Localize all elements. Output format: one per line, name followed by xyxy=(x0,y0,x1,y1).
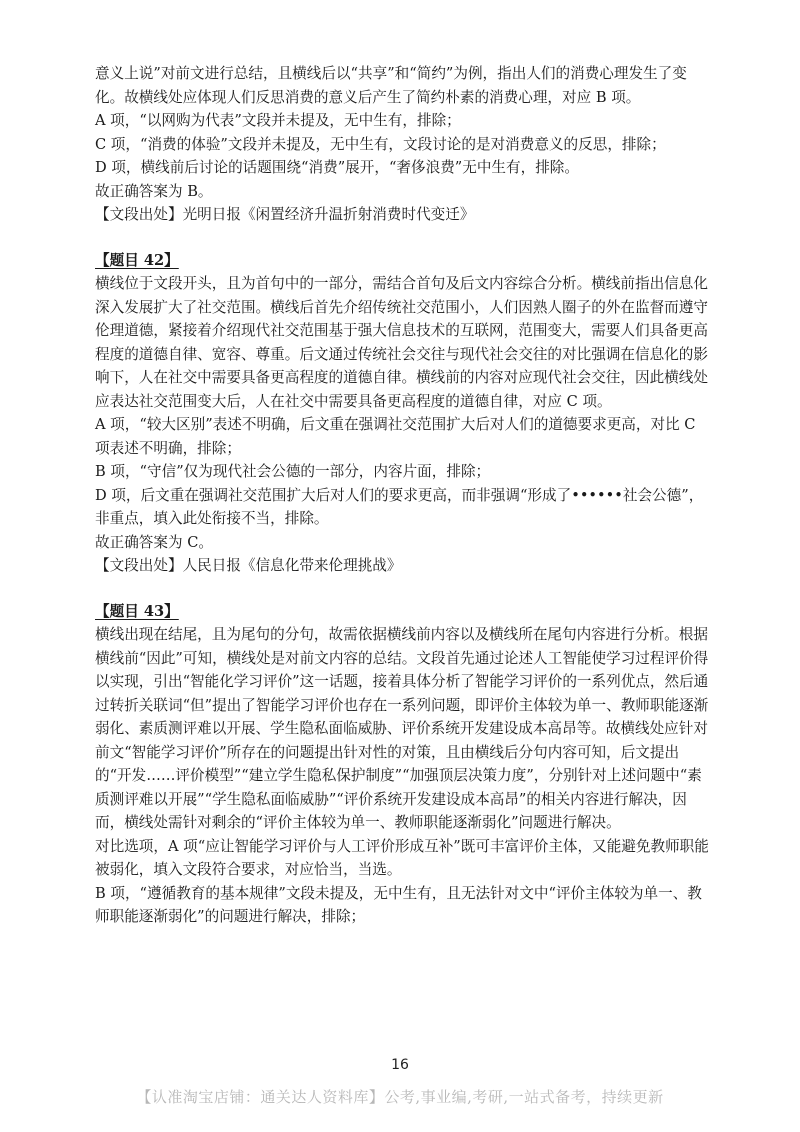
paragraph: B 项，“遵循教育的基本规律”文段未提及，无中生有，且无法针对文中“评价主体较为单一、教师职能逐渐弱化”的问题进行解决，排除； xyxy=(95,884,702,925)
paragraph: 意义上说”对前文进行总结，且横线后以“共享”和“简约”为例，指出人们的消费心理发生了变化。故横线处应体现人们反思消费的意义后产生了简约朴素的消费心理，对应 B 项。 xyxy=(95,65,687,106)
section-question-43 xyxy=(95,600,713,929)
paragraph: 故正确答案为 B。 xyxy=(95,182,213,200)
watermark-footer: 【认准淘宝店铺：通关达人资料库】公考,事业编,考研,一站式备考，持续更新 xyxy=(136,1088,664,1106)
question-heading: 【题目 43】 xyxy=(95,602,179,620)
paragraph: D 项，后文重在强调社交范围扩大后对人们的要求更高，而非强调“形成了••••••社会公德”，非重点，填入此处衔接不当，排除。 xyxy=(95,486,704,527)
paragraph: 故正确答案为 C。 xyxy=(95,533,213,551)
section-question-42 xyxy=(95,249,713,578)
page-number: 16 xyxy=(391,1057,409,1073)
paragraph: 横线位于文段开头，且为首句中的一部分，需结合首句及后文内容综合分析。横线前指出信息化深入发展扩大了社交范围。横线后首先介绍传统社交范围小，人们因熟人圈子的外在监督而遵守伦理道德，紧接着介绍现代社交范围基于强大信息技术的互联网，范围变大，需要人们具备更高程度的道德自律、宽容、尊重。后文通过传统社会交往与现代社会交往的对比强调在信息化的影响下，人在社交中需要具备更高程度的道德自律。横线前的内容对应现代社会交往，因此横线处应表达社交范围变大后，人在社交中需要具备更高程度的道德自律，对应 C 项。 xyxy=(95,275,708,410)
paragraph: D 项，横线前后讨论的话题围绕“消费”展开，“奢侈浪费”无中生有，排除。 xyxy=(95,159,579,176)
paragraph: 横线出现在结尾，且为尾句的分句，故需依据横线前内容以及横线所在尾句内容进行分析。根据横线前“因此”可知，横线处是对前文内容的总结。文段首先通过论述人工智能使学习过程评价得以实现，引出“智能化学习评价”这一话题，接着具体分析了智能学习评价的一系列优点，然后通过转折关联词“但”提出了智能学习评价也存在一系列问题，即评价主体较为单一、教师职能逐渐弱化、素质测评难以开展、学生隐私面临威胁、评价系统开发建设成本高昂等。故横线处应针对前文“智能学习评价”所存在的问题提出针对性的对策，且由横线后分句内容可知，后文提出的“开发……评价模型”“建立学生隐私保护制度”“加强顶层决策力度”，分别针对上述问题中“素质测评难以开展”“学生隐私面临威胁”“评价系统开发建设成本高昂”的相关内容进行解决，因而，横线处需针对剩余的“评价主体较为单一、教师职能逐渐弱化”问题进行解决。 xyxy=(95,626,709,831)
paragraph: C 项，“消费的体验”文段并未提及，无中生有，文段讨论的是对消费意义的反思，排除； xyxy=(95,135,666,153)
question-heading: 【题目 42】 xyxy=(95,251,179,269)
paragraph: 对比选项，A 项“应让智能学习评价与人工评价形成互补”既可丰富评价主体，又能避免教师职能被弱化，填入文段符合要求，对应恰当，当选。 xyxy=(95,837,709,878)
paragraph: B 项，“守信”仅为现代社会公德的一部分，内容片面，排除； xyxy=(95,463,491,480)
paragraph: A 项，“以网购为代表”文段并未提及，无中生有，排除； xyxy=(95,112,461,129)
source-line: 【文段出处】人民日报《信息化带来伦理挑战》 xyxy=(95,557,402,574)
section-prev-answer xyxy=(95,62,713,227)
source-line: 【文段出处】光明日报《闲置经济升温折射消费时代变迁》 xyxy=(95,206,475,223)
document-body xyxy=(95,62,713,929)
paragraph: A 项，“较大区别”表述不明确，后文重在强调社交范围扩大后对人们的道德要求更高，对比 C 项表述不明确，排除； xyxy=(95,416,696,457)
